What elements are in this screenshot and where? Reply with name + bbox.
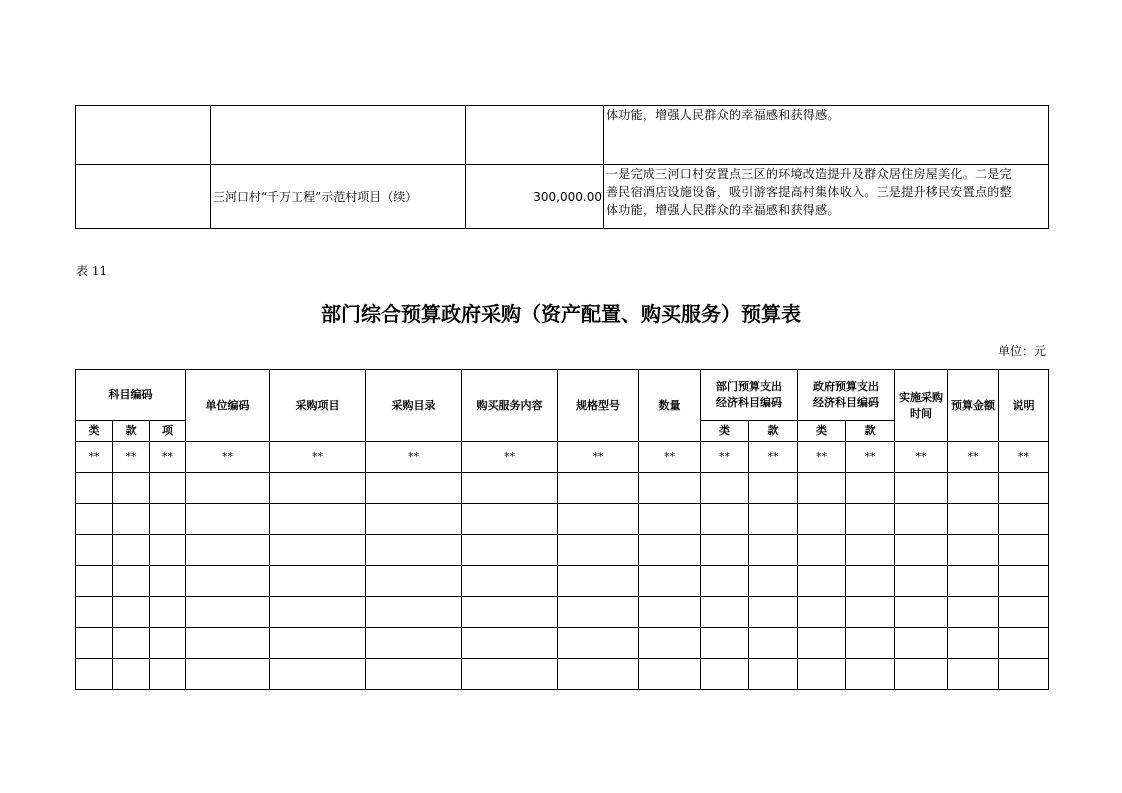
- empty-cell: [366, 659, 462, 690]
- empty-cell: [999, 473, 1049, 504]
- placeholder-cell: **: [749, 442, 798, 473]
- empty-cell: [749, 535, 798, 566]
- empty-cell: [462, 597, 558, 628]
- empty-cell: [270, 659, 366, 690]
- empty-cell: [462, 628, 558, 659]
- header-purchase-item: 采购项目: [270, 370, 366, 442]
- empty-cell: [895, 597, 948, 628]
- page-title: 部门综合预算政府采购（资产配置、购买服务）预算表: [321, 302, 801, 326]
- placeholder-cell: **: [76, 442, 113, 473]
- empty-cell: [639, 535, 701, 566]
- procurement-budget-table: [75, 369, 1049, 690]
- empty-cell: [113, 535, 150, 566]
- project-desc-line: 体功能，增强人民群众的幸福感和获得感。: [606, 203, 840, 217]
- empty-cell: [798, 535, 846, 566]
- project-desc-cell: [604, 106, 1049, 165]
- empty-row: [76, 473, 1049, 504]
- empty-cell: [846, 566, 895, 597]
- empty-cell: [113, 504, 150, 535]
- empty-cell: [846, 597, 895, 628]
- empty-cell: [150, 504, 186, 535]
- empty-cell: [270, 597, 366, 628]
- header-gov-econ-line1: 政府预算支出: [813, 380, 879, 393]
- empty-cell: [798, 628, 846, 659]
- empty-cell: [462, 535, 558, 566]
- empty-cell: [186, 566, 270, 597]
- header-dept-econ-line2: 经济科目编码: [716, 396, 782, 409]
- empty-cell: [186, 535, 270, 566]
- empty-cell: [798, 504, 846, 535]
- empty-cell: [639, 659, 701, 690]
- empty-cell: [186, 473, 270, 504]
- project-desc-line: 体功能，增强人民群众的幸福感和获得感。: [606, 108, 840, 122]
- header-dept-econ-code: [701, 370, 798, 421]
- placeholder-cell: **: [798, 442, 846, 473]
- empty-cell: [895, 659, 948, 690]
- empty-cell: [558, 504, 639, 535]
- empty-cell: [701, 597, 749, 628]
- empty-cell: [999, 535, 1049, 566]
- empty-cell: [948, 628, 999, 659]
- header-spec: 规格型号: [558, 370, 639, 442]
- empty-cell: [76, 504, 113, 535]
- empty-cell: [366, 473, 462, 504]
- empty-cell: [113, 597, 150, 628]
- header-subject-code: 科目编码: [76, 370, 186, 421]
- project-table: [75, 105, 1049, 229]
- placeholder-cell: **: [948, 442, 999, 473]
- empty-row: [76, 597, 1049, 628]
- empty-cell: [150, 535, 186, 566]
- empty-cell: [558, 628, 639, 659]
- empty-cell: [366, 504, 462, 535]
- placeholder-cell: **: [846, 442, 895, 473]
- empty-cell: [558, 659, 639, 690]
- table-number: 表 11: [76, 264, 108, 278]
- empty-cell: [76, 473, 113, 504]
- empty-cell: [846, 628, 895, 659]
- empty-cell: [749, 473, 798, 504]
- header-gov-econ-line2: 经济科目编码: [813, 396, 879, 409]
- empty-cell: [701, 473, 749, 504]
- placeholder-cell: **: [150, 442, 186, 473]
- empty-cell: [639, 473, 701, 504]
- header-dept-lei: 类: [701, 421, 749, 442]
- empty-cell: [948, 566, 999, 597]
- empty-cell: [366, 535, 462, 566]
- header-xiang: 项: [150, 421, 186, 442]
- placeholder-row: [76, 442, 1049, 473]
- empty-cell: [701, 659, 749, 690]
- header-dept-kuan: 款: [749, 421, 798, 442]
- project-amount-cell: [466, 106, 604, 165]
- empty-cell: [948, 659, 999, 690]
- empty-cell: [846, 504, 895, 535]
- empty-cell: [113, 566, 150, 597]
- project-amount-cell: 300,000.00: [466, 165, 604, 229]
- placeholder-cell: **: [701, 442, 749, 473]
- project-desc-line: 善民宿酒店设施设备，吸引游客提高村集体收入。三是提升移民安置点的整: [606, 185, 1012, 199]
- empty-cell: [749, 628, 798, 659]
- empty-cell: [558, 473, 639, 504]
- empty-cell: [76, 597, 113, 628]
- empty-cell: [558, 566, 639, 597]
- empty-cell: [999, 628, 1049, 659]
- project-row: [76, 106, 1049, 165]
- empty-cell: [76, 628, 113, 659]
- empty-cell: [948, 597, 999, 628]
- empty-cell: [701, 535, 749, 566]
- header-dept-econ-line1: 部门预算支出: [716, 380, 782, 393]
- project-desc-line: 一是完成三河口村安置点三区的环境改造提升及群众居住房屋美化。二是完: [606, 167, 1012, 181]
- placeholder-cell: **: [113, 442, 150, 473]
- empty-cell: [366, 566, 462, 597]
- empty-cell: [270, 535, 366, 566]
- empty-cell: [270, 628, 366, 659]
- empty-cell: [113, 628, 150, 659]
- empty-row: [76, 504, 1049, 535]
- empty-cell: [749, 504, 798, 535]
- empty-cell: [948, 473, 999, 504]
- empty-cell: [798, 473, 846, 504]
- empty-row: [76, 659, 1049, 690]
- empty-cell: [895, 504, 948, 535]
- empty-cell: [186, 504, 270, 535]
- placeholder-cell: **: [186, 442, 270, 473]
- empty-cell: [186, 597, 270, 628]
- empty-cell: [948, 504, 999, 535]
- empty-cell: [462, 659, 558, 690]
- empty-cell: [76, 535, 113, 566]
- empty-cell: [639, 628, 701, 659]
- empty-cell: [113, 473, 150, 504]
- empty-cell: [895, 473, 948, 504]
- empty-cell: [150, 566, 186, 597]
- empty-cell: [462, 473, 558, 504]
- empty-cell: [639, 504, 701, 535]
- empty-cell: [462, 566, 558, 597]
- project-blank-cell: [76, 165, 211, 229]
- header-quantity: 数量: [639, 370, 701, 442]
- empty-cell: [701, 628, 749, 659]
- empty-cell: [948, 535, 999, 566]
- placeholder-cell: **: [462, 442, 558, 473]
- empty-cell: [558, 597, 639, 628]
- project-blank-cell: [76, 106, 211, 165]
- empty-cell: [798, 597, 846, 628]
- empty-cell: [270, 504, 366, 535]
- empty-cell: [798, 659, 846, 690]
- header-note: 说明: [999, 370, 1049, 442]
- empty-cell: [846, 659, 895, 690]
- empty-cell: [150, 628, 186, 659]
- placeholder-cell: **: [639, 442, 701, 473]
- project-name-cell: 三河口村“千万工程”示范村项目（续）: [211, 165, 466, 229]
- empty-cell: [701, 504, 749, 535]
- empty-cell: [76, 659, 113, 690]
- empty-cell: [150, 597, 186, 628]
- header-unit-code: 单位编码: [186, 370, 270, 442]
- empty-cell: [701, 566, 749, 597]
- empty-cell: [462, 504, 558, 535]
- empty-cell: [895, 628, 948, 659]
- empty-row: [76, 566, 1049, 597]
- placeholder-cell: **: [895, 442, 948, 473]
- header-impl-time: [895, 370, 948, 442]
- empty-cell: [150, 473, 186, 504]
- empty-cell: [895, 535, 948, 566]
- empty-cell: [798, 566, 846, 597]
- empty-cell: [113, 659, 150, 690]
- empty-cell: [999, 566, 1049, 597]
- empty-cell: [270, 473, 366, 504]
- header-purchase-catalog: 采购目录: [366, 370, 462, 442]
- empty-cell: [76, 566, 113, 597]
- header-gov-kuan: 款: [846, 421, 895, 442]
- empty-cell: [150, 659, 186, 690]
- empty-cell: [558, 535, 639, 566]
- empty-cell: [366, 628, 462, 659]
- empty-cell: [999, 659, 1049, 690]
- project-name-cell: [211, 106, 466, 165]
- empty-cell: [999, 597, 1049, 628]
- placeholder-cell: **: [366, 442, 462, 473]
- empty-cell: [846, 473, 895, 504]
- unit-label: 单位：元: [997, 344, 1046, 358]
- placeholder-cell: **: [558, 442, 639, 473]
- header-lei: 类: [76, 421, 113, 442]
- empty-row: [76, 628, 1049, 659]
- empty-cell: [895, 566, 948, 597]
- empty-cell: [749, 597, 798, 628]
- empty-cell: [999, 504, 1049, 535]
- empty-cell: [639, 597, 701, 628]
- empty-cell: [366, 597, 462, 628]
- empty-cell: [186, 628, 270, 659]
- header-gov-lei: 类: [798, 421, 846, 442]
- empty-cell: [186, 659, 270, 690]
- empty-cell: [749, 566, 798, 597]
- project-row: [76, 165, 1049, 229]
- empty-cell: [749, 659, 798, 690]
- header-gov-econ-code: [798, 370, 895, 421]
- project-desc-cell: [604, 165, 1049, 229]
- header-impl-time-line1: 实施采购: [899, 390, 943, 404]
- placeholder-cell: **: [999, 442, 1049, 473]
- empty-cell: [846, 535, 895, 566]
- empty-cell: [270, 566, 366, 597]
- empty-cell: [639, 566, 701, 597]
- empty-row: [76, 535, 1049, 566]
- header-service-content: 购买服务内容: [462, 370, 558, 442]
- header-impl-time-line2: 时间: [910, 406, 932, 420]
- header-kuan: 款: [113, 421, 150, 442]
- header-budget-amount: 预算金额: [948, 370, 999, 442]
- placeholder-cell: **: [270, 442, 366, 473]
